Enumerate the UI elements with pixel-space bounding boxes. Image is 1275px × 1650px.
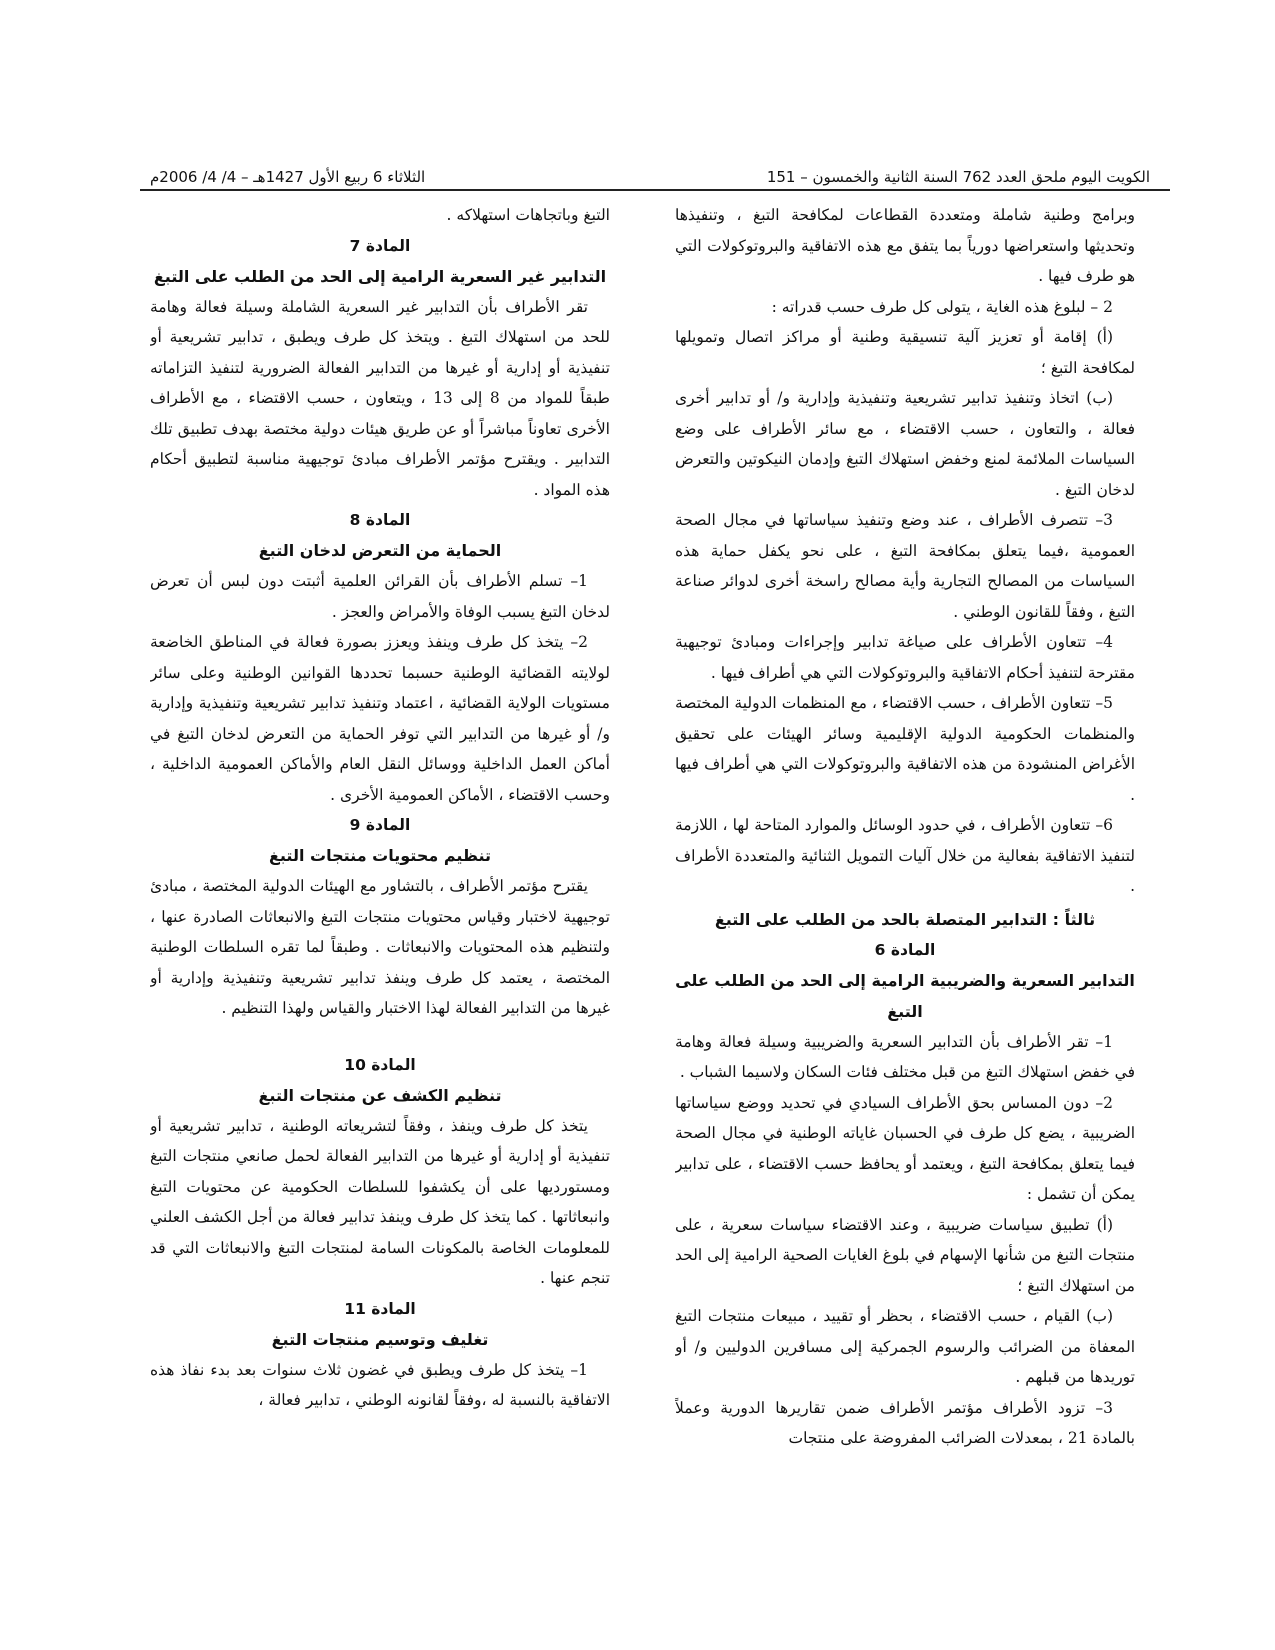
header-divider: [140, 189, 1170, 191]
article-title: التدابير غير السعرية الرامية إلى الحد من الطلب على التبغ: [153, 266, 607, 286]
article-number: المادة 11: [344, 1299, 416, 1318]
article-title: الحماية من التعرض لدخان التبغ: [258, 541, 502, 560]
paragraph: 6– تتعاون الأطراف ، في حدود الوسائل والموارد المتاحة لها ، اللازمة لتنفيذ الاتفاقية بفعالية من خلال آليات التمويل الثنائية والمتعددة الأطراف .: [675, 816, 1135, 895]
page-header: [150, 150, 1150, 186]
paragraph: يقترح مؤتمر الأطراف ، بالتشاور مع الهيئات الدولية المختصة ، مبادئ توجيهية لاختبار وقياس محتويات منتجات التبغ والانبعاثات الصادرة عنها ، ولتنظيم هذه المحتويات والانبعاثات . وطبقاً لما تقره السلطات الوطنية المختصة ، يعتمد كل طرف وينفذ تدابير تشريعية وتنفيذية وإدارية أو غيرها من التدابير الفعالة لهذا الاختبار والقياس ولهذا التنظيم .: [150, 877, 610, 1017]
paragraph: (أ) تطبيق سياسات ضريبية ، وعند الاقتضاء سياسات سعرية ، على منتجات التبغ من شأنها الإسهام في بلوغ الغايات الصحية الرامية إلى الحد من استهلاك التبغ ؛: [675, 1215, 1135, 1295]
paragraph: (أ) إقامة أو تعزيز آلية تنسيقية وطنية أو مراكز اتصال وتمويلها لمكافحة التبغ ؛: [675, 328, 1135, 377]
paragraph: 2– دون المساس بحق الأطراف السيادي في تحديد ووضع سياساتها الضريبية ، يضع كل طرف في الحسبان غاياته الوطنية في مجال الصحة فيما يتعلق بمكافحة التبغ ، ويعتمد أو يحافظ حسب الاقتضاء ، على تدابير يمكن أن تشمل :: [675, 1093, 1135, 1203]
paragraph: 2– يتخذ كل طرف وينفذ ويعزز بصورة فعالة في المناطق الخاضعة لولايته القضائية الوطنية حسبما تحددها القوانين الوطنية وعلى سائر مستويات الولاية القضائية ، اعتماد وتنفيذ تدابير تشريعية وتنفيذية وإدارية و/ أو غيرها من التدابير التي توفر الحماية من التعرض لدخان التبغ في أماكن العمل الداخلية ووسائل النقل العام والأماكن العمومية الداخلية ، وحسب الاقتضاء ، الأماكن العمومية الأخرى .: [150, 633, 610, 804]
article-title: تنظيم محتويات منتجات التبغ: [268, 846, 492, 865]
paragraph: 3– تزود الأطراف مؤتمر الأطراف ضمن تقاريرها الدورية وعملاً بالمادة 21 ، بمعدلات الضرائب المفروضة على منتجات: [675, 1398, 1135, 1447]
article-title: تغليف وتوسيم منتجات التبغ: [271, 1329, 489, 1349]
article-number: المادة 9: [349, 816, 411, 834]
spacer: [150, 1024, 610, 1050]
paragraph: 3– تتصرف الأطراف ، عند وضع وتنفيذ سياساتها في مجال الصحة العمومية ،فيما يتعلق بمكافحة التبغ ، على نحو يكفل حماية هذه السياسات من المصالح التجارية وأية مصالح راسخة أخرى لدوائر صناعة التبغ ، وفقاً للقانون الوطني .: [675, 511, 1135, 621]
paragraph: (ب) القيام ، حسب الاقتضاء ، بحظر أو تقييد ، مبيعات منتجات التبغ المعفاة من الضرائب والرسوم الجمركية إلى مسافرين الدوليين و/ أو توريدها من قبلهم .: [675, 1307, 1135, 1386]
article-title: تنظيم الكشف عن منتجات التبغ: [258, 1085, 502, 1105]
paragraph: 5– تتعاون الأطراف ، حسب الاقتضاء ، مع المنظمات الدولية المختصة والمنظمات الحكومية الدولية الإقليمية وسائر الهيئات على تحقيق الأغراض المنشودة من هذه الاتفاقية والبروتوكولات التي هي أطراف فيها .: [675, 694, 1135, 804]
paragraph: تقر الأطراف بأن التدابير غير السعرية الشاملة وسيلة فعالة وهامة للحد من استهلاك التبغ . ويتخذ كل طرف ويطبق ، تدابير تشريعية أو تنفيذية أو إدارية أو غيرها من التدابير الفعالة الضرورية لتنفيذ التزاماته طبقاً للمواد من 8 إلى 13 ، ويتعاون ، حسب الاقتضاء ، مع الأطراف الأخرى تعاوناً مباشراً أو عن طريق هيئات دولية مختصة بهدف تطبيق تلك التدابير . ويقترح مؤتمر الأطراف مبادئ توجيهية مناسبة لتطبيق أحكام هذه المواد .: [150, 297, 610, 499]
paragraph: 2 – لبلوغ هذه الغاية ، يتولى كل طرف حسب قدراته :: [771, 297, 1113, 316]
paragraph: 1– تقر الأطراف بأن التدابير السعرية والضريبية وسيلة فعالة وهامة في خفض استهلاك التبغ من قبل مختلف فئات السكان ولاسيما الشباب .: [675, 1032, 1135, 1081]
article-number: المادة 7: [349, 236, 411, 255]
right-column: [675, 200, 1135, 1500]
left-column: [150, 200, 610, 1500]
article-number: المادة 6: [874, 940, 936, 959]
paragraph: 1– تسلم الأطراف بأن القرائن العلمية أثبتت دون لبس أن تعرض لدخان التبغ يسبب الوفاة والأمراض والعجز .: [150, 572, 610, 621]
article-title: التدابير السعرية والضريبية الرامية إلى الحد من الطلب على التبغ: [675, 970, 1135, 1021]
paragraph: 4– تتعاون الأطراف على صياغة تدابير وإجراءات ومبادئ توجيهية مقترحة لتنفيذ أحكام الاتفاقية والبروتوكولات التي هي أطراف فيها .: [675, 633, 1135, 682]
section-heading: ثالثاً : التدابير المتصلة بالحد من الطلب على التبغ: [714, 909, 1096, 929]
paragraph: وبرامج وطنية شاملة ومتعددة القطاعات لمكافحة التبغ ، وتنفيذها وتحديثها واستعراضها دورياً بما يتفق مع هذه الاتفاقية والبروتوكولات التي هو طرف فيها .: [675, 206, 1135, 285]
paragraph: (ب) اتخاذ وتنفيذ تدابير تشريعية وتنفيذية وإدارية و/ أو تدابير أخرى فعالة ، والتعاون ، حسب الاقتضاء ، مع سائر الأطراف على وضع السياسات الملائمة لمنع وخفض استهلاك التبغ وإدمان النيكوتين والتعرض لدخان التبغ .: [675, 389, 1135, 499]
header-publication: الكويت اليوم ملحق العدد 762 السنة الثانية والخمسون – 151: [766, 168, 1150, 186]
paragraph: يتخذ كل طرف وينفذ ، وفقاً لتشريعاته الوطنية ، تدابير تشريعية أو تنفيذية أو إدارية أو غيرها من التدابير الفعالة لحمل صانعي منتجات التبغ ومستورديها على أن يكشفوا للسلطات الحكومية عن محتويات التبغ وانبعاثاتها . كما يتخذ كل طرف وينفذ تدابير فعالة من أجل الكشف العلني للمعلومات الخاصة بالمكونات السامة لمنتجات التبغ والانبعاثات التي قد تنجم عنها .: [150, 1116, 610, 1287]
paragraph: 1– يتخذ كل طرف ويطبق في غضون ثلاث سنوات بعد بدء نفاذ هذه الاتفاقية بالنسبة له ،وفقاً لقانونه الوطني ، تدابير فعالة ،: [150, 1360, 610, 1409]
paragraph: التبغ وباتجاهات استهلاكه .: [446, 206, 610, 224]
article-number: المادة 10: [344, 1055, 416, 1074]
article-number: المادة 8: [349, 511, 411, 529]
header-date: الثلاثاء 6 ربيع الأول 1427هـ – 4/ 4/ 2006م: [150, 168, 426, 186]
